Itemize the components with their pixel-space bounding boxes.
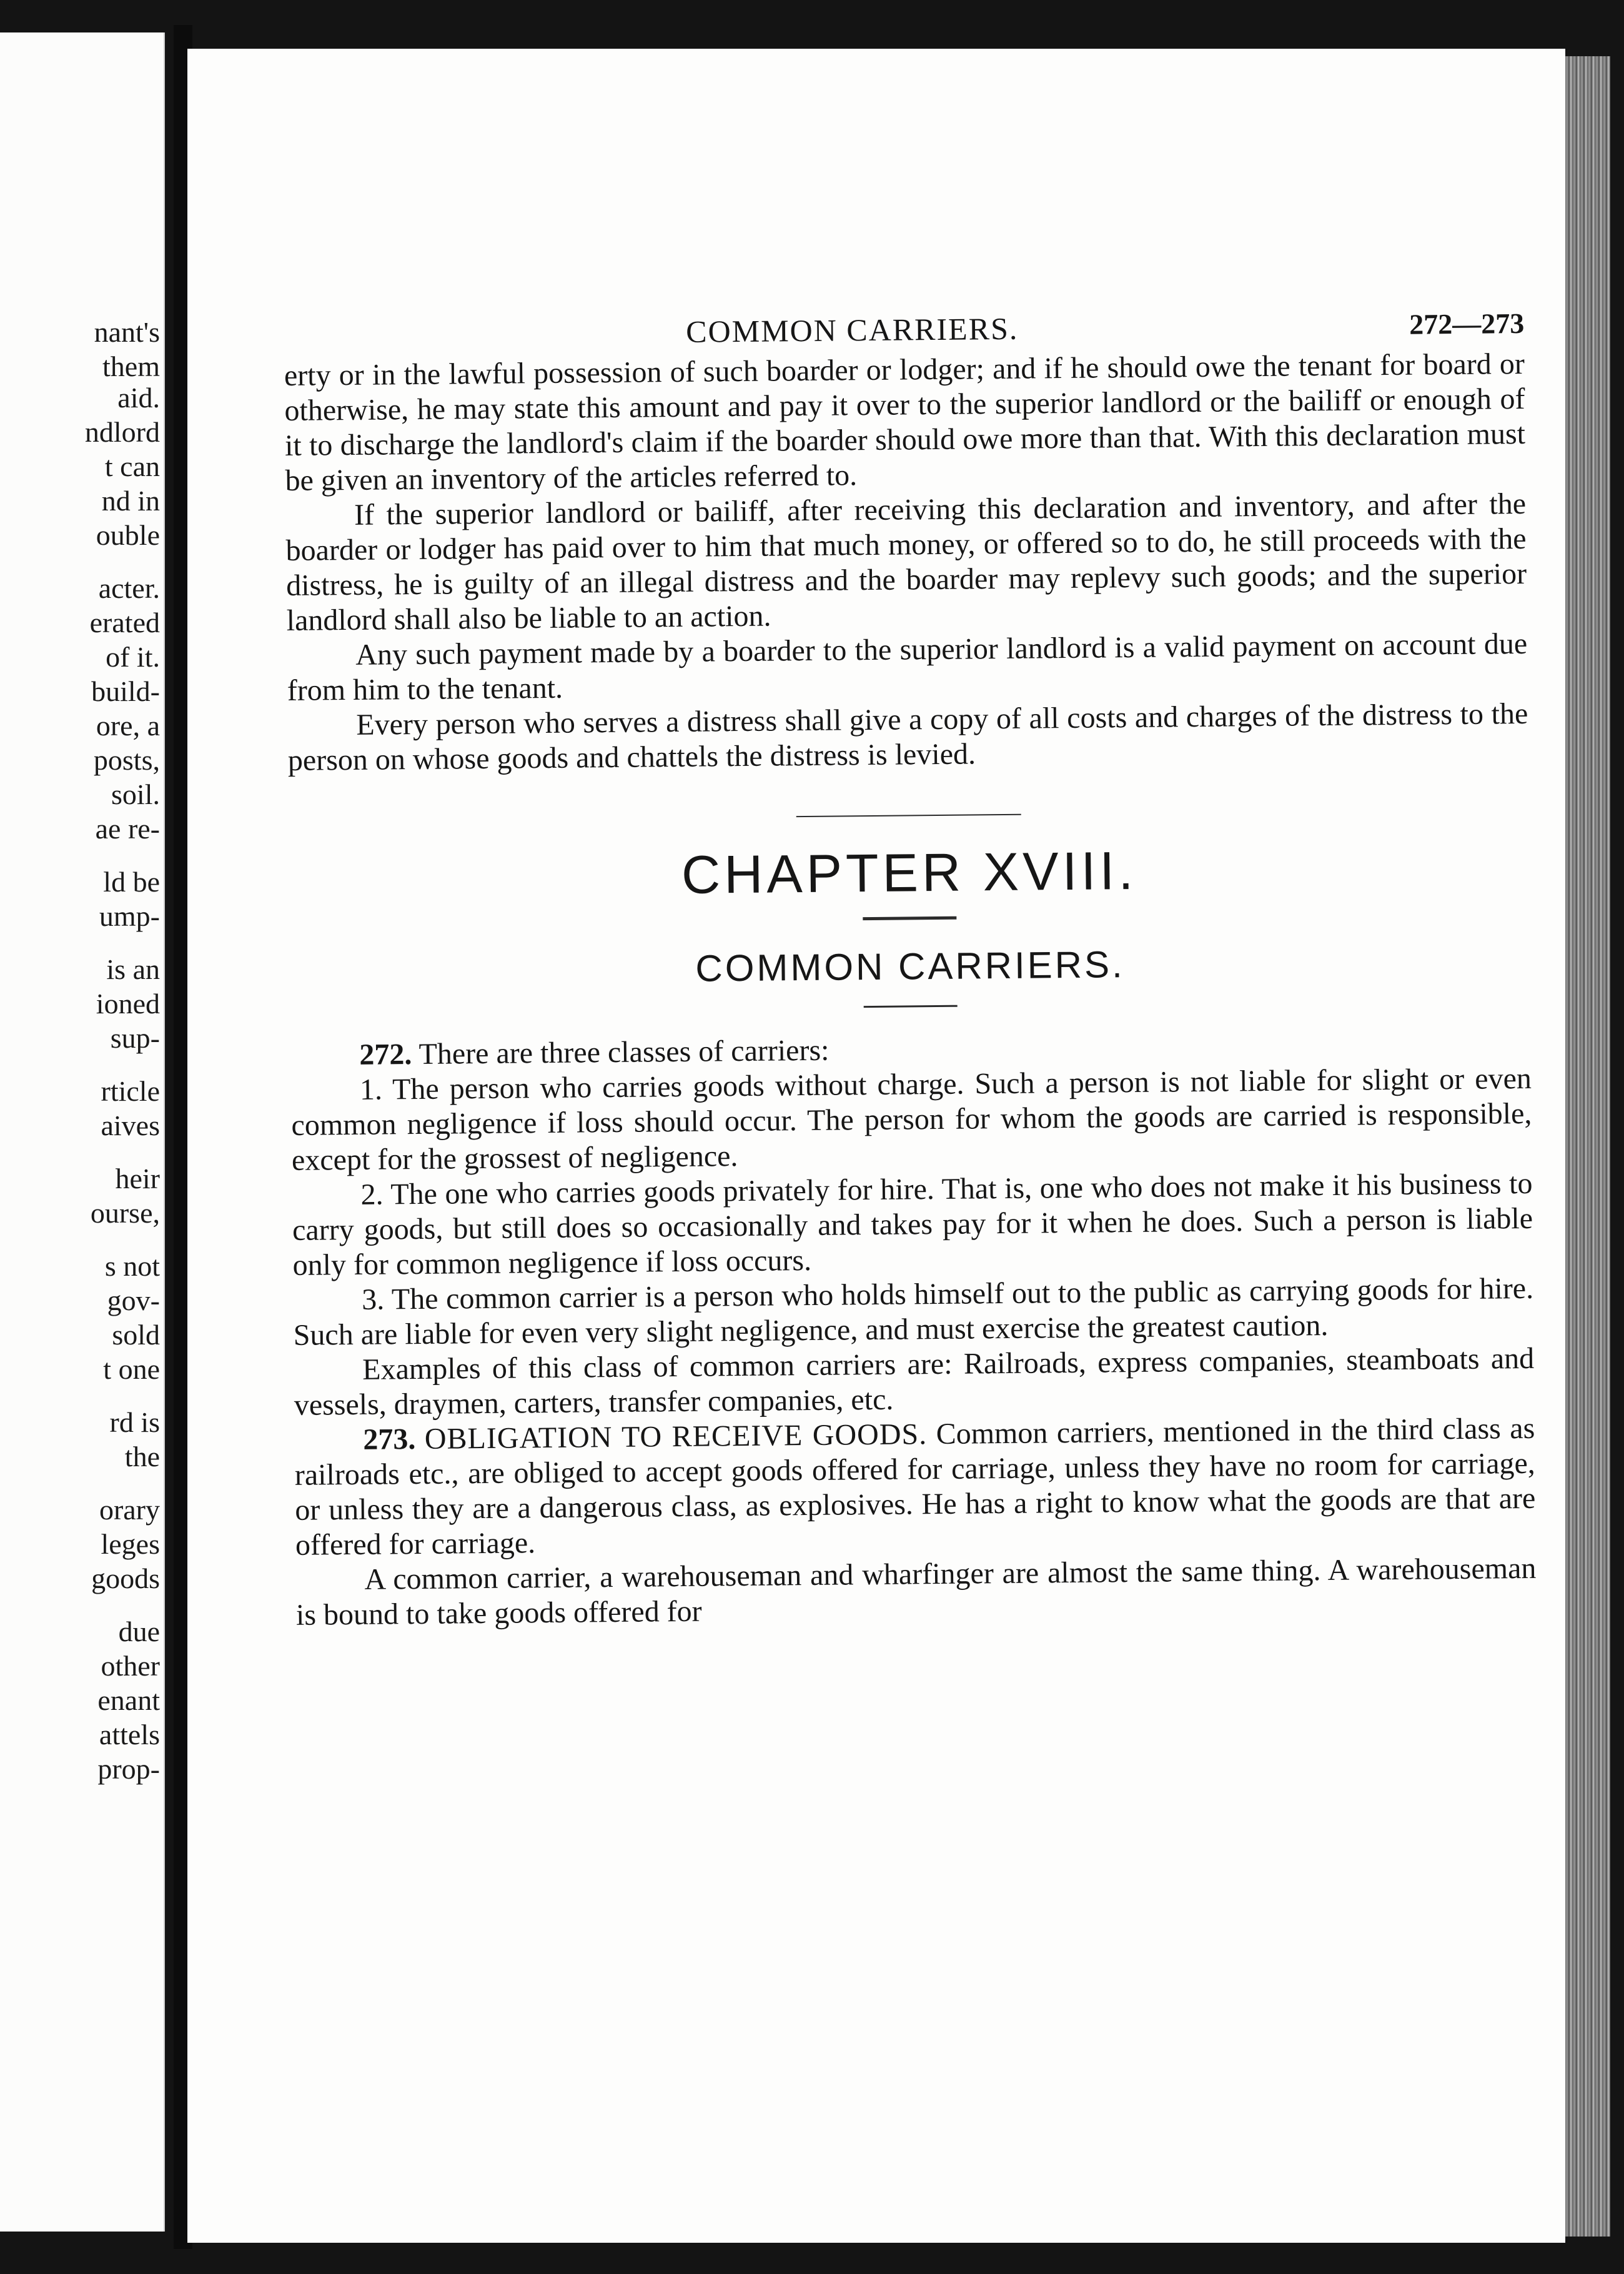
facing-page-text-fragment: prop- — [97, 1753, 160, 1785]
facing-page-text-fragment: nant's — [94, 316, 160, 348]
facing-page-fragment — [0, 32, 165, 2232]
numbered-paragraph: 1. The person who carries goods without charge. Such a person is not liable for slight or even common negligence if loss should occur. The person for whom the goods are carried is responsible, except for the grossest of negligence. — [291, 1061, 1532, 1177]
facing-page-text-fragment: s not — [104, 1250, 160, 1282]
facing-page-text-fragment: of it. — [106, 641, 160, 673]
facing-page-text-fragment: due — [118, 1616, 160, 1647]
facing-page-text-fragment: gov- — [107, 1284, 160, 1316]
page-content — [284, 300, 1537, 1633]
facing-page-text-fragment: t can — [104, 450, 160, 482]
facing-page-text-fragment: sold — [112, 1319, 160, 1351]
paragraph: If the superior landlord or bailiff, after receiving this declaration and inventory, and after the boarder or lodger has paid over to him that much money, or offered so to do, he still proceeds with the distress, he is guilty of an illegal distress and the boarder may replevy such goods; and the superior landlord shall also be liable to an action. — [285, 487, 1527, 637]
facing-page-text-fragment: soil. — [111, 778, 160, 810]
facing-page-text-fragment: enant — [97, 1684, 160, 1716]
book-page — [187, 49, 1565, 2243]
facing-page-text-fragment: is an — [106, 953, 160, 985]
page-edges — [1565, 56, 1610, 2237]
facing-page-text-fragment: build- — [91, 675, 160, 707]
numbered-paragraph: 3. The common carrier is a person who holds himself out to the public as carrying goods for hire. Such are liable for even very slight negligence, and must exercise the greatest caution. — [293, 1271, 1534, 1352]
heading-rule — [863, 916, 956, 920]
facing-page-text-fragment: rd is — [109, 1406, 160, 1438]
facing-page-text-fragment: leges — [101, 1528, 160, 1560]
facing-page-text-fragment: posts, — [93, 744, 160, 776]
section-text: Common carriers, mentioned in the third class as railroads etc., are obliged to accept goods offered for carriage, unless they have no room for carriage, or unless they are a dangerous class, as explosives. He has a right to know what the goods are that are offered for carriage. — [294, 1411, 1536, 1562]
facing-page-text-fragment: other — [101, 1650, 160, 1682]
facing-page-text-fragment: ouble — [96, 519, 160, 551]
facing-page-text-fragment: ump- — [99, 900, 160, 932]
paragraph: A common carrier, a warehouseman and wharfinger are almost the same thing. A warehouseman is bound to take goods offered for — [295, 1551, 1537, 1632]
section-number: 272. — [359, 1038, 412, 1071]
facing-page-text-fragment: goods — [91, 1562, 160, 1594]
facing-page-text-fragment: orary — [99, 1494, 160, 1526]
facing-page-text-fragment: heir — [115, 1163, 160, 1194]
facing-page-text-fragment: erated — [89, 607, 160, 638]
facing-page-text-fragment: sup- — [110, 1022, 160, 1054]
facing-page-text-fragment: them — [102, 350, 160, 382]
heading-rule — [864, 1005, 958, 1008]
page-range: 272—273 — [1409, 307, 1525, 340]
section-273 — [294, 1411, 1536, 1563]
facing-page-text-fragment: ioned — [96, 988, 160, 1020]
facing-page-text-fragment: ourse, — [90, 1197, 160, 1229]
paragraph: erty or in the lawful possession of such boarder or lodger; and if he should owe the tenant for board or otherwise, he may state this amount and pay it over to the superior landlord or the bailiff or enough of it to discharge the landlord's claim if the boarder should owe more than that. With this declaration must be given an inventory of the articles referred to. — [284, 347, 1526, 497]
chapter-heading: CHAPTER XVIII. — [681, 840, 1137, 905]
numbered-paragraph: 2. The one who carries goods privately for hire. That is, one who does not make it his business to carry goods, but still does so occasionally and takes pay for it when he does. Such a person is liable only for common negligence if loss occurs. — [292, 1166, 1533, 1282]
running-head: COMMON CARRIERS. — [685, 310, 1019, 349]
facing-page-text-fragment: ae re- — [95, 813, 160, 845]
facing-page-text-fragment: the — [124, 1441, 160, 1472]
facing-page-text-fragment: ndlord — [84, 416, 160, 448]
section-number: 273. — [363, 1422, 416, 1456]
paragraph: Any such payment made by a boarder to the superior landlord is a valid payment on account due from him to the tenant. — [287, 627, 1528, 707]
facing-page-text-fragment: nd in — [101, 485, 160, 517]
facing-page-text-fragment: aives — [101, 1110, 160, 1141]
chapter-subtitle: COMMON CARRIERS. — [695, 943, 1126, 990]
facing-page-text-fragment: acter. — [98, 572, 160, 604]
paragraph: Every person who serves a distress shall give a copy of all costs and charges of the distress to the person on whose goods and chattels the distress is levied. — [287, 697, 1528, 777]
facing-page-text-fragment: attels — [99, 1719, 160, 1750]
section-intro: There are three classes of carriers: — [418, 1033, 829, 1071]
section-divider — [796, 814, 1021, 817]
facing-page-text-fragment: t one — [103, 1353, 160, 1385]
paragraph: Examples of this class of common carriers are: Railroads, express companies, steamboats and vessels, draymen, carters, transfer companies, etc. — [294, 1341, 1535, 1422]
section-title: OBLIGATION TO RECEIVE GOODS. — [424, 1418, 928, 1456]
facing-page-text-fragment: ld be — [103, 866, 160, 898]
facing-page-text-fragment: rticle — [101, 1075, 160, 1107]
facing-page-text-fragment: aid. — [117, 382, 160, 414]
facing-page-text-fragment: ore, a — [96, 710, 160, 742]
